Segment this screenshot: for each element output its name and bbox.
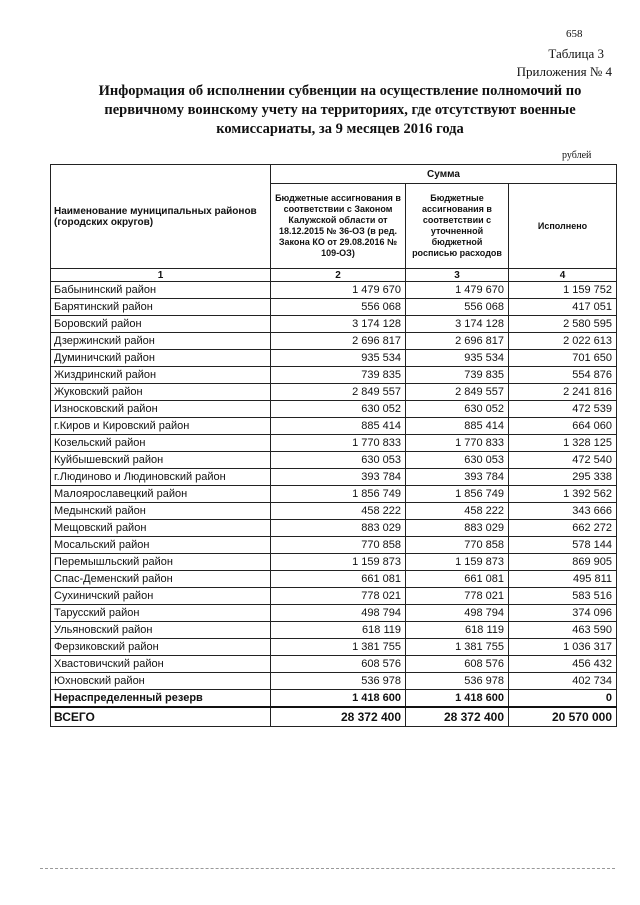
- district-name: Износковский район: [51, 401, 271, 418]
- column-number-row: [51, 269, 617, 282]
- district-name: Дзержинский район: [51, 333, 271, 350]
- law-allocation-value: 885 414: [271, 418, 406, 435]
- revised-allocation-value: 1 856 749: [406, 486, 509, 503]
- table-row: [51, 367, 617, 384]
- header-row: [51, 165, 617, 184]
- reserve-row: [51, 690, 617, 708]
- executed-value: 402 734: [509, 673, 617, 690]
- district-name: Сухиничский район: [51, 588, 271, 605]
- executed-value: 374 096: [509, 605, 617, 622]
- executed-value: 495 811: [509, 571, 617, 588]
- district-name: Жиздринский район: [51, 367, 271, 384]
- table-row: [51, 469, 617, 486]
- revised-allocation-value: 739 835: [406, 367, 509, 384]
- total-law-allocation: 28 372 400: [271, 707, 406, 727]
- revised-allocation-value: 935 534: [406, 350, 509, 367]
- district-name: Куйбышевский район: [51, 452, 271, 469]
- revised-allocation-value: 661 081: [406, 571, 509, 588]
- law-allocation-value: 630 052: [271, 401, 406, 418]
- law-allocation-value: 1 770 833: [271, 435, 406, 452]
- table-row: [51, 520, 617, 537]
- law-allocation-value: 2 849 557: [271, 384, 406, 401]
- district-name: г.Киров и Кировский район: [51, 418, 271, 435]
- law-allocation-value: 1 381 755: [271, 639, 406, 656]
- reserve-revised-allocation: 1 418 600: [406, 690, 509, 708]
- executed-value: 1 159 752: [509, 282, 617, 299]
- law-allocation-value: 498 794: [271, 605, 406, 622]
- table-row: [51, 452, 617, 469]
- executed-value: 701 650: [509, 350, 617, 367]
- revised-allocation-value: 885 414: [406, 418, 509, 435]
- sum-header: Сумма: [271, 165, 617, 184]
- executed-value: 578 144: [509, 537, 617, 554]
- column-number: 2: [271, 269, 406, 282]
- revised-allocation-value: 3 174 128: [406, 316, 509, 333]
- law-allocation-value: 536 978: [271, 673, 406, 690]
- revised-allocation-value: 630 053: [406, 452, 509, 469]
- revised-allocation-value: 618 119: [406, 622, 509, 639]
- revised-allocation-value: 1 159 873: [406, 554, 509, 571]
- table-row: [51, 639, 617, 656]
- law-allocation-header: Бюджетные ассигнования в соответствии с Законом Калужской области от 18.12.2015 № 36-ОЗ (в ред. Закона КО от 29.08.2016 № 109-ОЗ): [271, 184, 406, 269]
- table-row: [51, 571, 617, 588]
- unit-label: рублей: [562, 150, 592, 161]
- document-title: Информация об исполнении субвенции на осуществление полномочий по первичному воинскому учету на территориях, где отсутствуют военные комиссариаты, за 9 месяцев 2016 года: [98, 83, 582, 137]
- column-number: 3: [406, 269, 509, 282]
- revised-allocation-value: 608 576: [406, 656, 509, 673]
- table-row: [51, 401, 617, 418]
- district-name: Тарусский район: [51, 605, 271, 622]
- law-allocation-value: 883 029: [271, 520, 406, 537]
- executed-value: 2 580 595: [509, 316, 617, 333]
- executed-value: 2 241 816: [509, 384, 617, 401]
- reserve-label: Нераспределенный резерв: [51, 690, 271, 708]
- table-body: [51, 282, 617, 727]
- law-allocation-value: 770 858: [271, 537, 406, 554]
- law-allocation-value: 630 053: [271, 452, 406, 469]
- column-number: 1: [51, 269, 271, 282]
- revised-allocation-value: 770 858: [406, 537, 509, 554]
- table-row: [51, 418, 617, 435]
- revised-allocation-value: 1 479 670: [406, 282, 509, 299]
- law-allocation-value: 618 119: [271, 622, 406, 639]
- total-label: ВСЕГО: [51, 707, 271, 727]
- executed-value: 554 876: [509, 367, 617, 384]
- district-name: Перемышльский район: [51, 554, 271, 571]
- district-name: г.Людиново и Людиновский район: [51, 469, 271, 486]
- executed-value: 295 338: [509, 469, 617, 486]
- district-name: Ферзиковский район: [51, 639, 271, 656]
- district-name: Барятинский район: [51, 299, 271, 316]
- revised-allocation-value: 630 052: [406, 401, 509, 418]
- district-name: Спас-Деменский район: [51, 571, 271, 588]
- law-allocation-value: 393 784: [271, 469, 406, 486]
- table-row: [51, 299, 617, 316]
- executed-value: 869 905: [509, 554, 617, 571]
- district-name: Медынский район: [51, 503, 271, 520]
- reserve-law-allocation: 1 418 600: [271, 690, 406, 708]
- district-name: Козельский район: [51, 435, 271, 452]
- table-row: [51, 554, 617, 571]
- revised-allocation-value: 2 696 817: [406, 333, 509, 350]
- subvention-table: [50, 164, 617, 727]
- revised-allocation-header: Бюджетные ассигнования в соответствии с уточненной бюджетной росписью расходов: [406, 184, 509, 269]
- district-name: Ульяновский район: [51, 622, 271, 639]
- district-name: Мосальский район: [51, 537, 271, 554]
- law-allocation-value: 458 222: [271, 503, 406, 520]
- executed-value: 472 539: [509, 401, 617, 418]
- revised-allocation-value: 556 068: [406, 299, 509, 316]
- executed-value: 664 060: [509, 418, 617, 435]
- table-label: Таблица 3: [548, 46, 604, 61]
- district-name: Юхновский район: [51, 673, 271, 690]
- table-row: [51, 384, 617, 401]
- table-row: [51, 316, 617, 333]
- table-row: [51, 605, 617, 622]
- law-allocation-value: 661 081: [271, 571, 406, 588]
- revised-allocation-value: 536 978: [406, 673, 509, 690]
- executed-value: 343 666: [509, 503, 617, 520]
- table-row: [51, 673, 617, 690]
- revised-allocation-value: 1 381 755: [406, 639, 509, 656]
- district-name: Мещовский район: [51, 520, 271, 537]
- scan-artifact-line: [40, 868, 615, 870]
- law-allocation-value: 1 159 873: [271, 554, 406, 571]
- revised-allocation-value: 458 222: [406, 503, 509, 520]
- executed-value: 1 328 125: [509, 435, 617, 452]
- reserve-executed: 0: [509, 690, 617, 708]
- executed-value: 472 540: [509, 452, 617, 469]
- law-allocation-value: 608 576: [271, 656, 406, 673]
- executed-value: 583 516: [509, 588, 617, 605]
- executed-value: 2 022 613: [509, 333, 617, 350]
- appendix-label: Приложения № 4: [516, 64, 612, 79]
- revised-allocation-value: 393 784: [406, 469, 509, 486]
- table-row: [51, 656, 617, 673]
- law-allocation-value: 935 534: [271, 350, 406, 367]
- column-number: 4: [509, 269, 617, 282]
- law-allocation-value: 739 835: [271, 367, 406, 384]
- table-row: [51, 333, 617, 350]
- district-name: Хвастовичский район: [51, 656, 271, 673]
- executed-header: Исполнено: [509, 184, 617, 269]
- revised-allocation-value: 1 770 833: [406, 435, 509, 452]
- executed-value: 1 036 317: [509, 639, 617, 656]
- table-row: [51, 486, 617, 503]
- law-allocation-value: 1 856 749: [271, 486, 406, 503]
- executed-value: 456 432: [509, 656, 617, 673]
- table-row: [51, 622, 617, 639]
- executed-value: 463 590: [509, 622, 617, 639]
- revised-allocation-value: 778 021: [406, 588, 509, 605]
- law-allocation-value: 778 021: [271, 588, 406, 605]
- executed-value: 417 051: [509, 299, 617, 316]
- table-row: [51, 537, 617, 554]
- page-number: 658: [566, 28, 583, 40]
- total-row: [51, 707, 617, 727]
- table-row: [51, 503, 617, 520]
- name-column-header: Наименование муниципальных районов (городских округов): [51, 165, 271, 269]
- district-name: Жуковский район: [51, 384, 271, 401]
- total-executed: 20 570 000: [509, 707, 617, 727]
- executed-value: 1 392 562: [509, 486, 617, 503]
- law-allocation-value: 1 479 670: [271, 282, 406, 299]
- law-allocation-value: 3 174 128: [271, 316, 406, 333]
- table-row: [51, 588, 617, 605]
- district-name: Бабынинский район: [51, 282, 271, 299]
- revised-allocation-value: 498 794: [406, 605, 509, 622]
- total-revised-allocation: 28 372 400: [406, 707, 509, 727]
- district-name: Малоярославецкий район: [51, 486, 271, 503]
- table-row: [51, 435, 617, 452]
- executed-value: 662 272: [509, 520, 617, 537]
- table-row: [51, 350, 617, 367]
- district-name: Думиничский район: [51, 350, 271, 367]
- law-allocation-value: 556 068: [271, 299, 406, 316]
- district-name: Боровский район: [51, 316, 271, 333]
- revised-allocation-value: 883 029: [406, 520, 509, 537]
- law-allocation-value: 2 696 817: [271, 333, 406, 350]
- table-row: [51, 282, 617, 299]
- revised-allocation-value: 2 849 557: [406, 384, 509, 401]
